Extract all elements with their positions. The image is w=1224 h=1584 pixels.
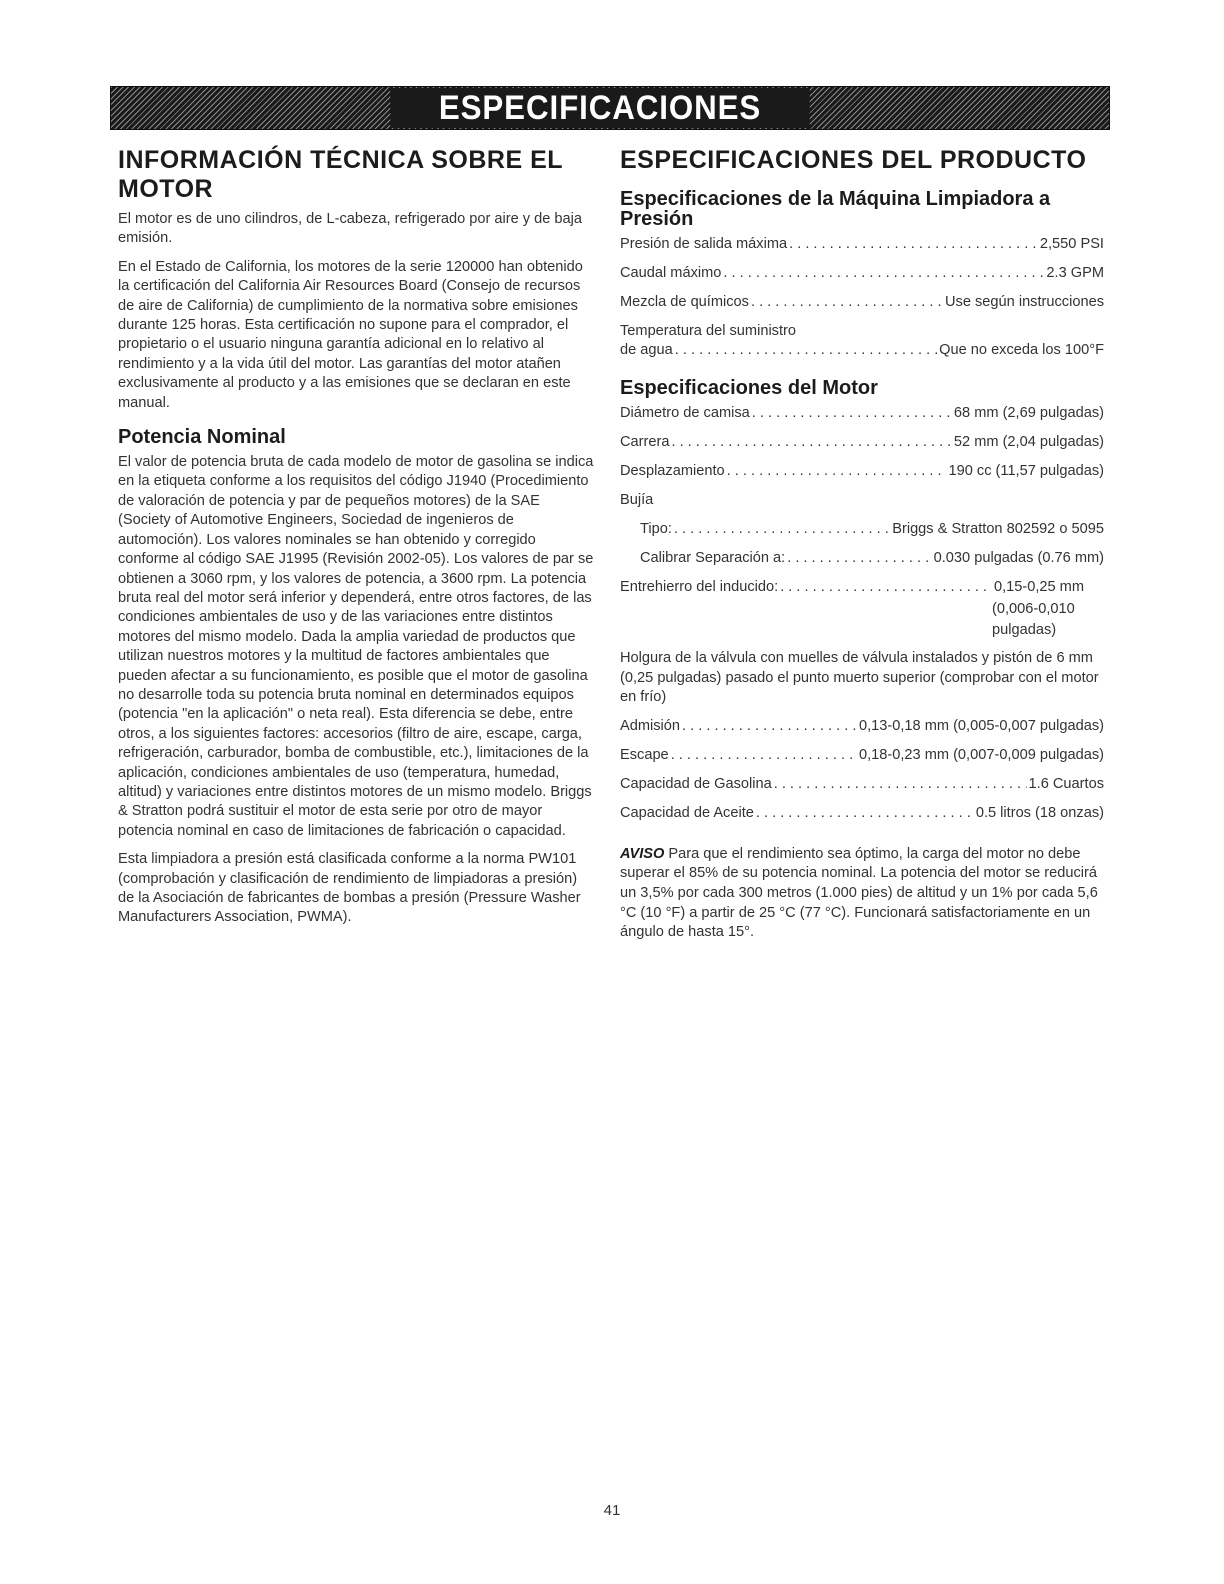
spec-row: Presión de salida máxima . . . 2,550 PSI [620, 235, 1104, 254]
california-paragraph: En el Estado de California, los motores de la serie 120000 han obtenido la certificación del California Air Resources Board (Consejo de recursos de aire de California) de cumplimiento de la normativa sobre emisiones durante 125 horas. Esta certificación no supone para el comprador, el propietario o el usuario ninguna garantía adicional en lo relativo al rendimiento y a la vida útil del motor. Las garantías del motor atañen exclusivamente al producto y a las emisiones que se declaran en este manual. [118, 258, 583, 411]
spec-row: Admisión . . . 0,13-0,18 mm (0,005-0,007 pulgadas) [620, 717, 1104, 736]
spark-plug-label: Bujía [620, 492, 654, 508]
spec-row: Carrera . . . 52 mm (2,04 pulgadas) [620, 433, 1104, 452]
armature-value-continued: (0,006-0,010 pulgadas) [992, 601, 1075, 638]
valve-clearance-text: Holgura de la válvula con muelles de válvula instalados y pistón de 6 mm (0,25 pulgadas) pasado el punto muerto superior (comprobar con el motor en frío) [620, 650, 1099, 706]
engine-intro-paragraph: El motor es de uno cilindros, de L-cabeza, refrigerado por aire y de baja emisión. [118, 211, 583, 247]
engine-info-column [118, 146, 594, 937]
page-number: 41 [603, 1502, 621, 1519]
page-title: ESPECIFICACIONES [390, 88, 810, 128]
spec-row: Desplazamiento . . . 190 cc (11,57 pulgadas) [620, 462, 1104, 481]
motor-specs-heading: Especificaciones del Motor [620, 377, 878, 399]
spec-row: Capacidad de Gasolina . . . 1.6 Cuartos [620, 775, 1104, 794]
aviso-note [620, 845, 1104, 943]
nominal-power-paragraph: El valor de potencia bruta de cada modelo de motor de gasolina se indica en la etiqueta conforme a los requisitos del código J1940 (Procedimiento de valoración de potencia y par de pequeños motores) de la SAE (Society of Automotive Engineers, Sociedad de ingenieros de automoción). Los valores nominales se han obtenido y corregido conforme al código SAE J1995 (Revisión 2002-05). Los valores de par se obtienen a 3060 rpm, y los valores de potencia, a 3600 rpm. La potencia bruta real del motor será inferior y dependerá, entre otros factores, de las condiciones ambientales de uso y de las variaciones entre distintos motores del mismo modelo. Dada la amplia variedad de productos que utilizan nuestros motores y la multitud de factores ambientales que pueden afectar a su funcionamiento, es posible que el motor de gasolina no desarrolle toda su potencia bruta nominal en determinados equipos (potencia "en la aplicación" o neta real). Esta diferencia se debe, entre otros, a los siguientes factores: accesorios (filtro de aire, escape, carga, refrigeración, carburador, bomba de combustible, etc.), limitaciones de la aplicación, condiciones ambientales de uso (temperatura, humedad, altitud) y variaciones entre distintos motores de un mismo modelo. Briggs & Stratton podrá sustituir el motor de esta serie por otro de mayor potencia nominal en caso de limitaciones de fabricación o capacidad. [118, 454, 594, 839]
water-temp-label: Temperatura del suministro [620, 323, 797, 339]
spec-row: Caudal máximo . . . 2.3 GPM [620, 264, 1104, 283]
aviso-label: AVISO [620, 845, 665, 862]
spec-row: Entrehierro del inducido: . . . 0,15-0,25 mm [620, 578, 1104, 597]
pwma-paragraph: Esta limpiadora a presión está clasificada conforme a la norma PW101 (comprobación y clasificación de rendimiento de limpiadoras a presión) de la Asociación de fabricantes de bombas a presión (Pressure Washer Manufacturers Association, PWMA). [118, 851, 581, 926]
spec-row: Escape . . . 0,18-0,23 mm (0,007-0,009 pulgadas) [620, 746, 1104, 765]
spec-row: de agua . . . Que no exceda los 100°F [620, 341, 1104, 360]
aviso-text: Para que el rendimiento sea óptimo, la carga del motor no debe superar el 85% de su potencia nominal. La potencia del motor se reducirá un 3,5% por cada 300 metros (1.000 pies) de altitud y un 1% por cada 5,6 °C (10 °F) a partir de 25 °C (77 °C). Funcionará satisfactoriamente en un ángulo de hasta 15°. [620, 845, 1098, 941]
spec-row: Calibrar Separación a: . . . 0.030 pulgadas (0.76 mm) [620, 549, 1104, 568]
spec-row: Mezcla de químicos . . . Use según instrucciones [620, 293, 1104, 312]
spec-row: Diámetro de camisa . . . 68 mm (2,69 pulgadas) [620, 404, 1104, 423]
product-specs-heading: ESPECIFICACIONES DEL PRODUCTO [620, 146, 1087, 174]
nominal-power-heading: Potencia Nominal [118, 426, 286, 449]
product-specs-column [620, 146, 1104, 952]
spec-row: Tipo: . . . Briggs & Stratton 802592 o 5095 [620, 520, 1104, 539]
spec-row: Capacidad de Aceite . . . 0.5 litros (18 onzas) [620, 804, 1104, 823]
engine-info-heading: INFORMACIÓN TÉCNICA SOBRE EL MOTOR [118, 146, 563, 203]
washer-specs-heading: Especificaciones de la Máquina Limpiadora a Presión [620, 188, 1051, 230]
